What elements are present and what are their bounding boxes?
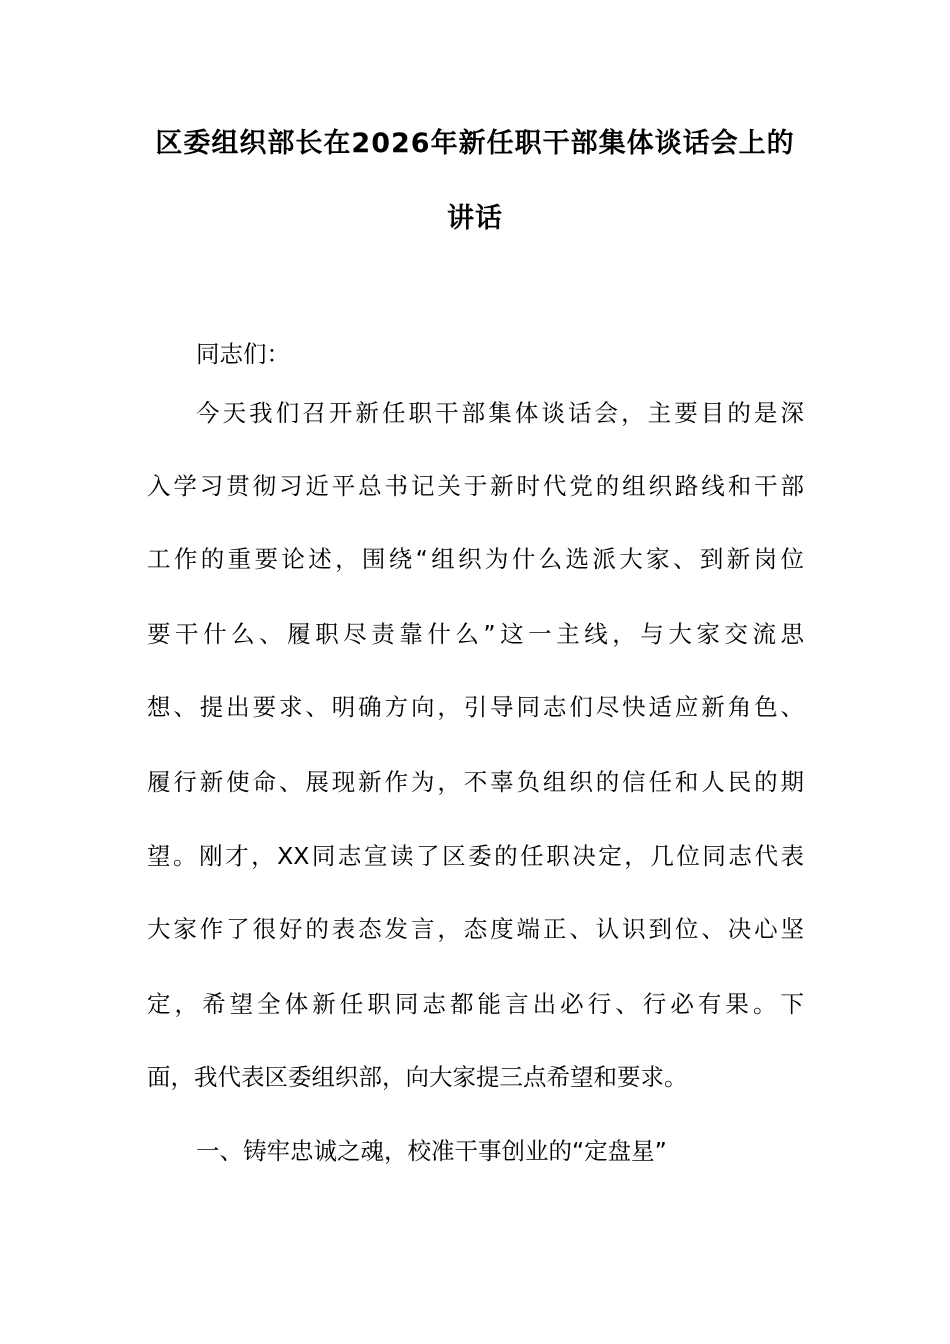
paragraph-line: 定，希望全体新任职同志都能言出必行、行必有果。下 bbox=[147, 990, 804, 1018]
paragraph-line: 今天我们召开新任职干部集体谈话会，主要目的是深 bbox=[196, 399, 804, 427]
document-title-line-2: 讲话 bbox=[447, 203, 503, 234]
paragraph-line: 大家作了很好的表态发言，态度端正、认识到位、决心坚 bbox=[147, 915, 804, 943]
paragraph-line: 面，我代表区委组织部，向大家提三点希望和要求。 bbox=[147, 1063, 688, 1091]
paragraph-line: 要干什么、履职尽责靠什么”这一主线，与大家交流思 bbox=[147, 620, 804, 648]
greeting: 同志们： bbox=[196, 340, 290, 368]
paragraph-line: 入学习贯彻习近平总书记关于新时代党的组织路线和干部 bbox=[147, 472, 804, 500]
section-heading: 一、铸牢忠诚之魂，校准干事创业的“定盘星” bbox=[196, 1137, 667, 1165]
paragraph-line: 履行新使命、展现新作为，不辜负组织的信任和人民的期 bbox=[147, 768, 804, 796]
paragraph-line: 工作的重要论述，围绕“组织为什么选派大家、到新岗位 bbox=[147, 545, 804, 573]
paragraph-line: 望。刚才，XX同志宣读了区委的任职决定，几位同志代表 bbox=[147, 842, 804, 870]
document-title-line-1: 区委组织部长在2026年新任职干部集体谈话会上的 bbox=[155, 128, 795, 159]
paragraph-line: 想、提出要求、明确方向，引导同志们尽快适应新角色、 bbox=[147, 693, 804, 721]
